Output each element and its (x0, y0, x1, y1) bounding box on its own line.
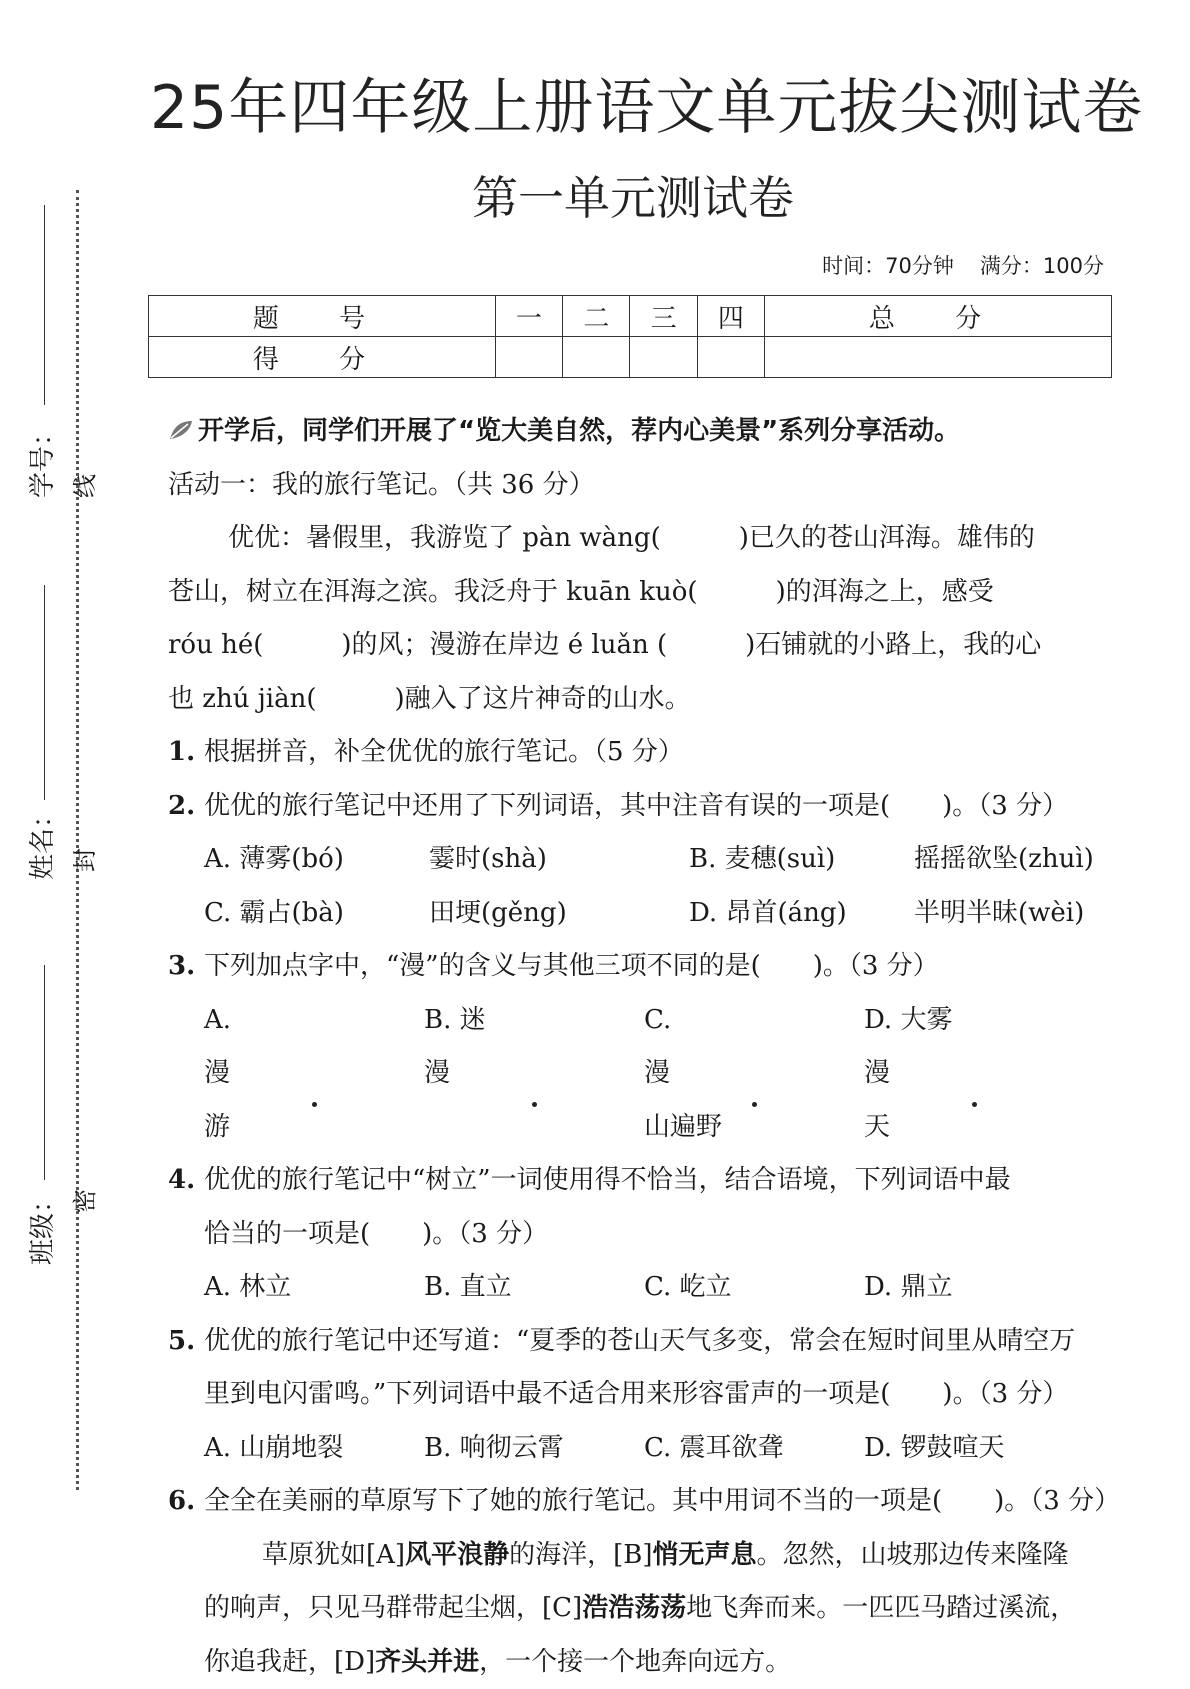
passage-line-1 (204, 1529, 1128, 1583)
score-input-1[interactable] (495, 337, 562, 378)
question-text: 全全在美丽的草原写下了她的旅行笔记。其中用词不当的一项是( )。（3 分） (204, 1475, 1120, 1529)
option-prefix: D. 大雾 (864, 994, 1084, 1048)
student-no-label: 学号： (22, 420, 59, 498)
passage-text: 的响声，只见马群带起尘烟，[C] (204, 1593, 582, 1623)
marked-phrase-a: 风平浪静 (405, 1540, 509, 1570)
intro-text: 开学后，同学们开展了“览大美自然，荐内心美景”系列分享活动。 (198, 416, 960, 446)
question-2-options-row-1 (168, 833, 1128, 887)
score-input-2[interactable] (563, 337, 630, 378)
option-b-2: 摇摇欲坠(zhuì) (914, 833, 1094, 887)
option-d-1[interactable]: D. 昂首(áng) (689, 887, 914, 941)
score-cell-label: 题 号 (149, 296, 496, 337)
notes-line-3: róu hé( )的风；漫游在岸边 é luǎn ( )石铺就的小路上，我的心 (168, 619, 1128, 673)
passage-text: 你追我赶，[D] (204, 1647, 375, 1677)
question-5-options (168, 1422, 1128, 1476)
question-4 (168, 1154, 1128, 1208)
question-text: 优优的旅行笔记中还写道：“夏季的苍山天气多变，常会在短时间里从晴空万 (204, 1315, 1075, 1369)
passage-line-2 (204, 1582, 1128, 1636)
question-4-options (168, 1261, 1128, 1315)
question-number: 2. (168, 780, 204, 834)
option-prefix: A. (204, 994, 424, 1048)
question-number: 3. (168, 940, 204, 994)
option-d[interactable]: D. 锣鼓喧天 (864, 1422, 1084, 1476)
score-cell-1: 一 (495, 296, 562, 337)
dotted-char: 漫 (864, 1047, 1084, 1101)
notes-line-2: 苍山，树立在洱海之滨。我泛舟于 kuān kuò( )的洱海之上，感受 (168, 566, 1128, 620)
option-c[interactable]: C. 屹立 (644, 1261, 864, 1315)
option-b-1[interactable]: B. 麦穗(suì) (689, 833, 914, 887)
exam-content (168, 405, 1128, 1689)
passage-text: 草原犹如[A] (262, 1540, 405, 1570)
marked-phrase-b: 悄无声息 (653, 1540, 757, 1570)
question-2 (168, 780, 1128, 834)
activity-1-heading: 活动一：我的旅行笔记。（共 36 分） (168, 459, 1128, 513)
passage-text: ，一个接一个地奔向远方。 (479, 1647, 791, 1677)
option-b[interactable]: B. 响彻云霄 (424, 1422, 644, 1476)
leaf-icon (168, 419, 194, 441)
option-c-2: 田埂(gěng) (429, 887, 689, 941)
marked-phrase-d: 齐头并进 (375, 1647, 479, 1677)
option-suffix: 山遍野 (644, 1101, 864, 1155)
option-d[interactable] (864, 994, 1084, 1155)
binding-dotted-line (76, 190, 79, 1490)
question-5-text-2: 里到电闪雷鸣。”下列词语中最不适合用来形容雷声的一项是( )。（3 分） (168, 1368, 1128, 1422)
option-a[interactable]: A. 山崩地裂 (204, 1422, 424, 1476)
passage-text: 地飞奔而来。一匹匹马踏过溪流， (686, 1593, 1076, 1623)
passage-text: 。忽然，山坡那边传来隆隆 (757, 1540, 1069, 1570)
score-input-3[interactable] (630, 337, 697, 378)
question-6 (168, 1475, 1128, 1529)
option-c-1[interactable]: C. 霸占(bà) (204, 887, 429, 941)
marked-phrase-c: 浩浩荡荡 (582, 1593, 686, 1623)
score-input-4[interactable] (697, 337, 764, 378)
question-3-options (168, 994, 1128, 1155)
option-c[interactable]: C. 震耳欲聋 (644, 1422, 864, 1476)
dotted-char: 漫 (424, 1047, 644, 1101)
dotted-char: 漫 (204, 1047, 424, 1101)
score-table (148, 295, 1112, 378)
question-text: 下列加点字中，“漫”的含义与其他三项不同的是( )。（3 分） (204, 940, 939, 994)
question-1 (168, 726, 1128, 780)
option-a-2: 霎时(shà) (429, 833, 689, 887)
question-4-text-2: 恰当的一项是( )。（3 分） (168, 1208, 1128, 1262)
option-a[interactable] (204, 994, 424, 1155)
option-b[interactable]: B. 直立 (424, 1261, 644, 1315)
question-number: 4. (168, 1154, 204, 1208)
question-2-options-row-2 (168, 887, 1128, 941)
page-title: 25年四年级上册语文单元拔尖测试卷 (150, 72, 1143, 144)
notes-line-1: 优优：暑假里，我游览了 pàn wàng( )已久的苍山洱海。雄伟的 (168, 512, 1128, 566)
question-number: 1. (168, 726, 204, 780)
binding-seal-word: 封 (65, 848, 100, 872)
option-suffix: 游 (204, 1101, 424, 1155)
exam-full-score: 满分：100分 (980, 254, 1104, 278)
question-6-passage (168, 1529, 1128, 1689)
page-subtitle: 第一单元测试卷 (0, 170, 1190, 226)
passage-text: 的海洋，[B] (509, 1540, 652, 1570)
option-prefix: C. (644, 994, 864, 1048)
binding-line-word: 线 (65, 474, 100, 498)
notes-line-4: 也 zhú jiàn( )融入了这片神奇的山水。 (168, 673, 1128, 727)
score-input-total[interactable] (765, 337, 1112, 378)
class-label: 班级： (22, 1187, 59, 1265)
score-table-score-row (149, 337, 1112, 378)
binding-secret-word: 密 (65, 1189, 100, 1213)
question-number: 5. (168, 1315, 204, 1369)
intro-line (168, 405, 1128, 459)
option-c[interactable] (644, 994, 864, 1155)
name-blank[interactable] (44, 585, 48, 800)
score-cell-3: 三 (630, 296, 697, 337)
question-number: 6. (168, 1475, 204, 1529)
option-a[interactable]: A. 林立 (204, 1261, 424, 1315)
class-blank[interactable] (44, 965, 48, 1180)
question-text: 优优的旅行笔记中还用了下列词语，其中注音有误的一项是( )。（3 分） (204, 780, 1068, 834)
option-prefix: B. 迷 (424, 994, 644, 1048)
student-no-blank[interactable] (44, 205, 48, 405)
option-d[interactable]: D. 鼎立 (864, 1261, 1084, 1315)
score-cell-total: 总 分 (765, 296, 1112, 337)
option-a-1[interactable]: A. 薄雾(bó) (204, 833, 429, 887)
question-text: 优优的旅行笔记中“树立”一词使用得不恰当，结合语境，下列词语中最 (204, 1154, 1011, 1208)
score-cell-2: 二 (563, 296, 630, 337)
question-text: 根据拼音，补全优优的旅行笔记。（5 分） (204, 726, 684, 780)
question-5 (168, 1315, 1128, 1369)
exam-meta (822, 250, 1104, 280)
option-d-2: 半明半昧(wèi) (914, 887, 1084, 941)
score-row-label: 得 分 (149, 337, 496, 378)
name-label: 姓名： (22, 802, 59, 880)
option-b[interactable] (424, 994, 644, 1155)
dotted-char: 漫 (644, 1047, 864, 1101)
passage-line-3 (204, 1636, 1128, 1689)
option-suffix: 天 (864, 1101, 1084, 1155)
exam-time: 时间：70分钟 (822, 254, 954, 278)
score-cell-4: 四 (697, 296, 764, 337)
question-3 (168, 940, 1128, 994)
score-table-header-row (149, 296, 1112, 337)
